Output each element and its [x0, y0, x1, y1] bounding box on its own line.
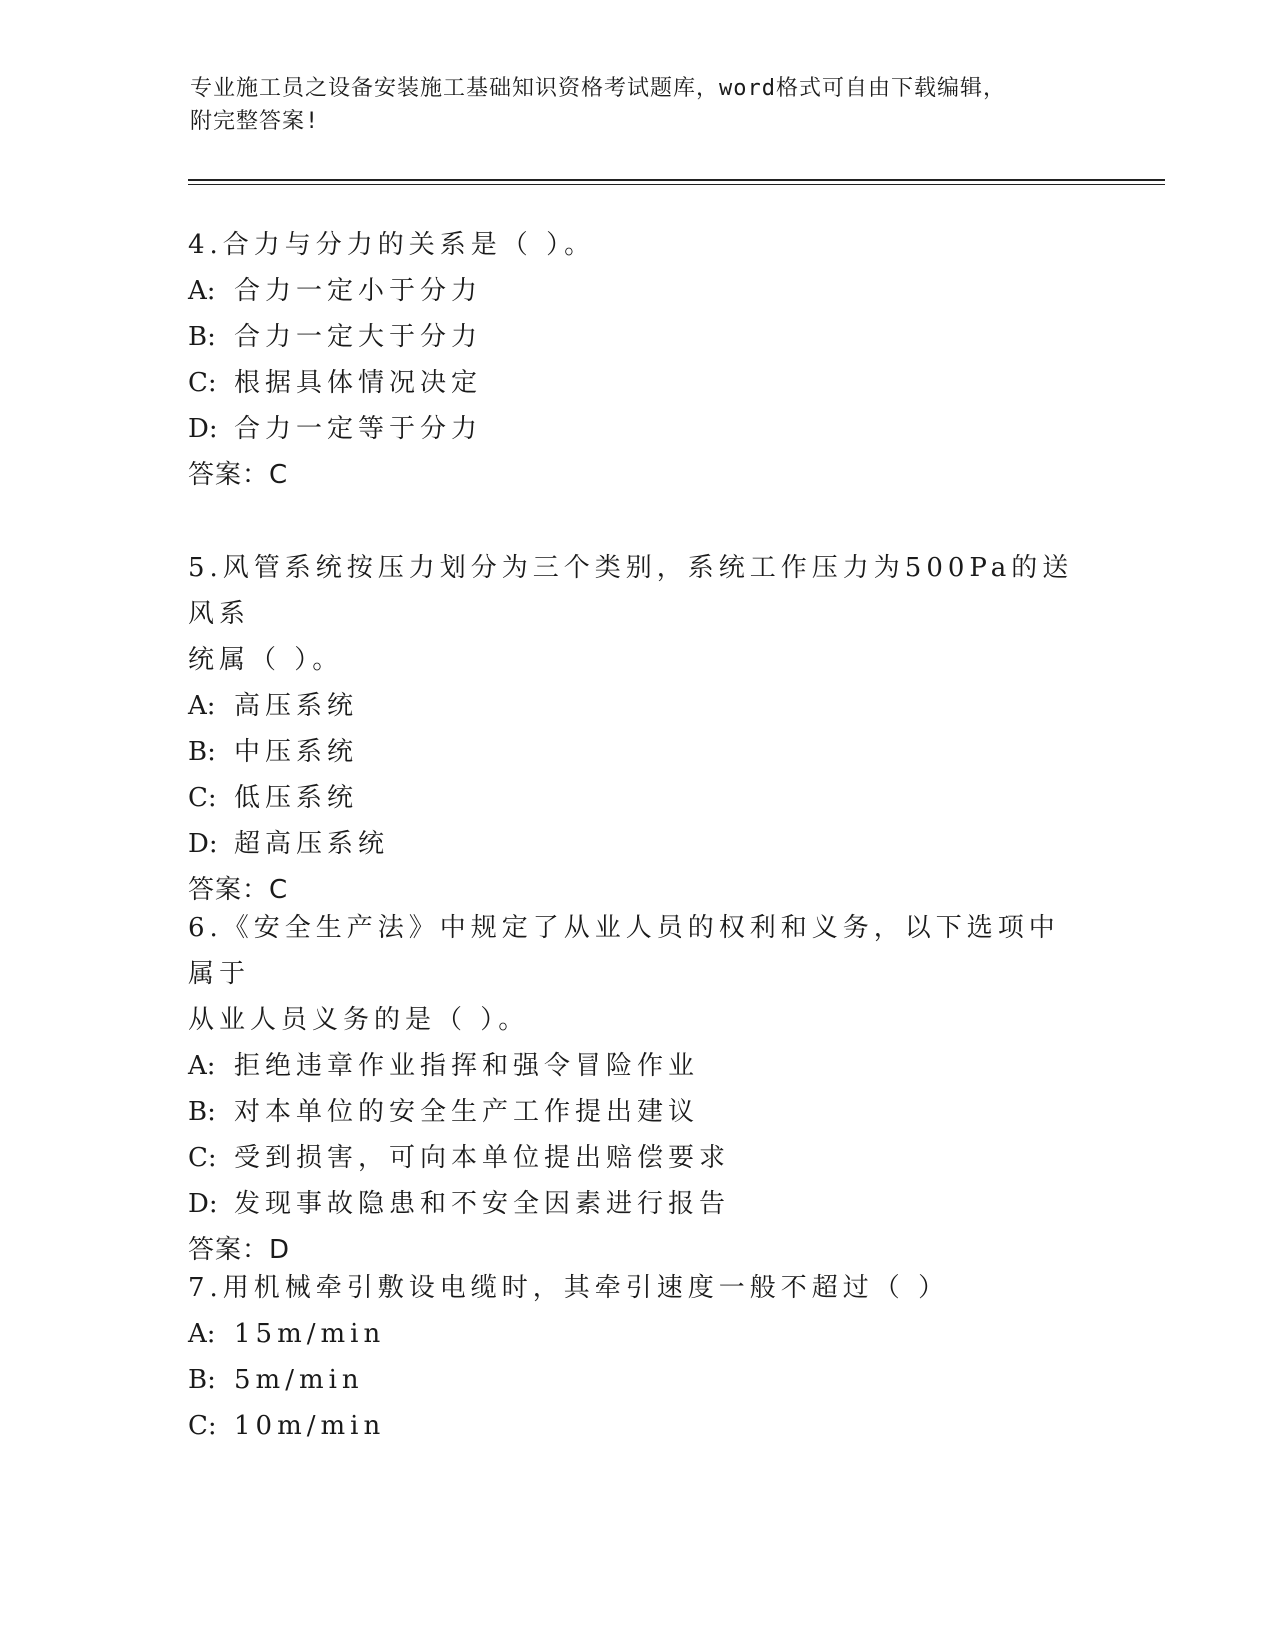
question-6 [188, 905, 1088, 1273]
option-c [188, 1135, 1088, 1181]
option-text: 发现事故隐患和不安全因素进行报告 [234, 1189, 731, 1219]
option-text: 15m/min [234, 1319, 386, 1349]
option-text: 10m/min [234, 1411, 386, 1441]
option-b [188, 729, 1088, 775]
option-b [188, 1089, 1088, 1135]
option-text: 超高压系统 [234, 829, 390, 859]
option-letter: A: [188, 276, 216, 306]
option-c [188, 1403, 1088, 1449]
option-letter: C: [188, 1411, 217, 1441]
option-b [188, 314, 1088, 360]
question-4 [188, 222, 1088, 498]
option-text: 低压系统 [234, 783, 359, 813]
header-divider-thick [188, 179, 1165, 181]
header-line-1: 专业施工员之设备安装施工基础知识资格考试题库，word格式可自由下载编辑， [190, 76, 1006, 101]
option-text: 拒绝违章作业指挥和强令冒险作业 [234, 1051, 700, 1081]
option-letter: C: [188, 783, 217, 813]
answer-line: 答案：C [188, 460, 289, 490]
answer-line: 答案：D [188, 1235, 291, 1265]
option-text: 合力一定等于分力 [234, 414, 483, 444]
question-7 [188, 1265, 1088, 1449]
option-c [188, 775, 1088, 821]
option-d [188, 821, 1088, 867]
question-stem-line-2: 统属（ ）。 [188, 645, 344, 675]
option-text: 根据具体情况决定 [234, 368, 483, 398]
option-a [188, 1311, 1088, 1357]
option-a [188, 268, 1088, 314]
question-stem: 4.合力与分力的关系是（ ）。 [188, 230, 596, 260]
option-letter: B: [188, 1365, 216, 1395]
question-stem-line-2: 从业人员义务的是（ ）。 [188, 1005, 530, 1035]
option-letter: D: [188, 1189, 218, 1219]
option-text: 高压系统 [234, 691, 359, 721]
option-a [188, 1043, 1088, 1089]
option-letter: B: [188, 737, 216, 767]
option-text: 5m/min [234, 1365, 364, 1395]
option-letter: B: [188, 1097, 216, 1127]
option-letter: A: [188, 691, 216, 721]
question-5 [188, 545, 1088, 913]
question-stem: 7.用机械牵引敷设电缆时，其牵引速度一般不超过（ ） [188, 1273, 950, 1303]
question-stem-line-1: 5.风管系统按压力划分为三个类别，系统工作压力为500Pa的送风系 [188, 553, 1074, 629]
header-divider-thin [188, 184, 1165, 185]
option-d [188, 406, 1088, 452]
option-letter: C: [188, 368, 217, 398]
question-stem-line-1: 6.《安全生产法》中规定了从业人员的权利和义务，以下选项中属于 [188, 913, 1060, 989]
option-letter: D: [188, 829, 218, 859]
option-letter: A: [188, 1319, 216, 1349]
option-text: 合力一定大于分力 [234, 322, 483, 352]
option-text: 对本单位的安全生产工作提出建议 [234, 1097, 700, 1127]
header-line-2: 附完整答案! [190, 109, 320, 134]
option-d [188, 1181, 1088, 1227]
option-letter: D: [188, 414, 218, 444]
option-text: 合力一定小于分力 [234, 276, 483, 306]
answer-line: 答案：C [188, 875, 289, 905]
option-text: 中压系统 [234, 737, 359, 767]
option-letter: B: [188, 322, 216, 352]
document-header [190, 72, 1170, 138]
option-a [188, 683, 1088, 729]
option-letter: C: [188, 1143, 217, 1173]
option-text: 受到损害，可向本单位提出赔偿要求 [234, 1143, 731, 1173]
option-letter: A: [188, 1051, 216, 1081]
option-b [188, 1357, 1088, 1403]
option-c [188, 360, 1088, 406]
